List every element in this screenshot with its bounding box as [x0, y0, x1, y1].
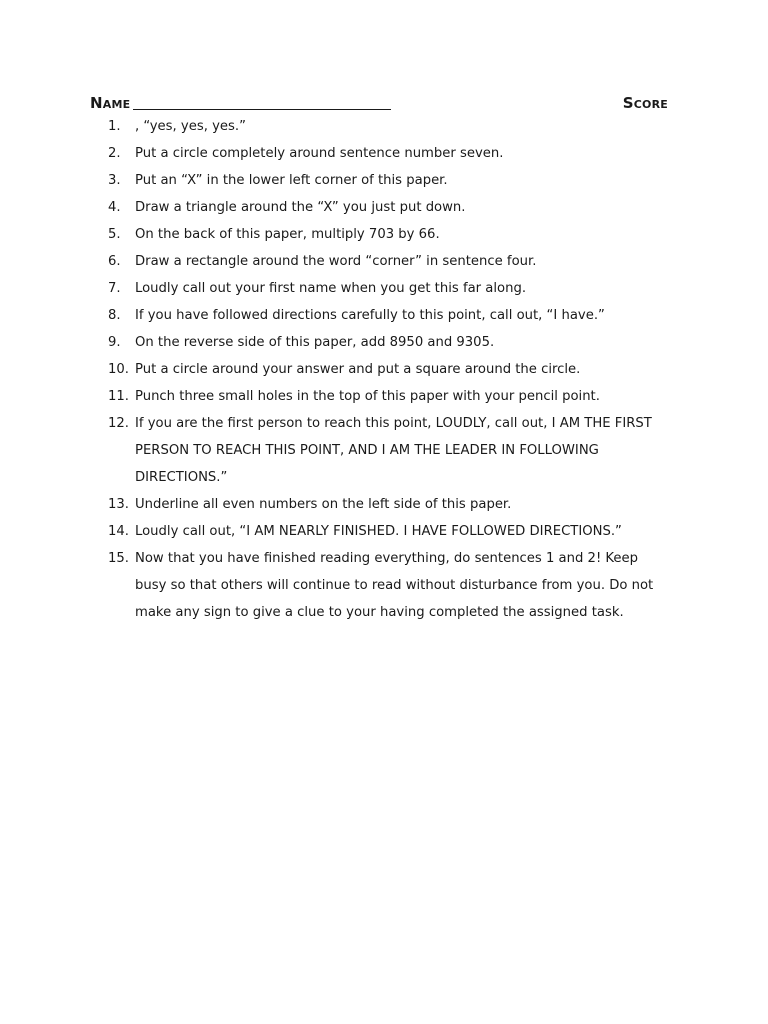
direction-text-line: , “yes, yes, yes.”	[135, 119, 246, 134]
direction-text-line: If you are the first person to reach this point, LOUDLY, call out, I AM THE FIRST	[135, 416, 652, 431]
direction-item	[108, 113, 678, 140]
direction-number: 11.	[108, 389, 129, 404]
direction-text-line: DIRECTIONS.”	[135, 470, 228, 485]
direction-number: 7.	[108, 281, 121, 296]
direction-number: 12.	[108, 416, 129, 431]
direction-text-line: busy so that others will continue to read without disturbance from you. Do not	[135, 578, 654, 593]
direction-text-line: On the reverse side of this paper, add 8950 and 9305.	[135, 335, 495, 350]
direction-item	[108, 275, 678, 302]
direction-number: 15.	[108, 551, 129, 566]
direction-item	[108, 383, 678, 410]
direction-text-line: Put an “X” in the lower left corner of this paper.	[135, 173, 448, 188]
direction-item	[108, 491, 678, 518]
direction-number: 1.	[108, 119, 121, 134]
direction-number: 9.	[108, 335, 121, 350]
direction-item	[108, 221, 678, 248]
direction-text-line: Put a circle completely around sentence number seven.	[135, 146, 504, 161]
direction-item	[108, 302, 678, 329]
direction-text-line: Now that you have finished reading everything, do sentences 1 and 2! Keep	[135, 551, 639, 566]
direction-item	[108, 518, 678, 545]
direction-text-line: Loudly call out, “I AM NEARLY FINISHED. I HAVE FOLLOWED DIRECTIONS.”	[135, 524, 622, 539]
name-label: Name	[90, 94, 131, 112]
direction-number: 13.	[108, 497, 129, 512]
direction-text-line: Punch three small holes in the top of this paper with your pencil point.	[135, 389, 600, 404]
direction-number: 2.	[108, 146, 121, 161]
name-blank-line	[133, 109, 391, 110]
direction-text-line: Put a circle around your answer and put a square around the circle.	[135, 362, 581, 377]
direction-item	[108, 167, 678, 194]
direction-item	[108, 140, 678, 167]
direction-text-line: On the back of this paper, multiply 703 by 66.	[135, 227, 440, 242]
direction-text-line: Underline all even numbers on the left side of this paper.	[135, 497, 512, 512]
direction-number: 4.	[108, 200, 121, 215]
direction-number: 8.	[108, 308, 121, 323]
direction-text-line: PERSON TO REACH THIS POINT, AND I AM THE LEADER IN FOLLOWING	[135, 443, 599, 458]
direction-item	[108, 194, 678, 221]
directions-list	[108, 113, 678, 626]
direction-item	[108, 329, 678, 356]
direction-number: 10.	[108, 362, 129, 377]
direction-item	[108, 545, 678, 626]
direction-number: 3.	[108, 173, 121, 188]
direction-text-line: Loudly call out your first name when you get this far along.	[135, 281, 527, 296]
score-label: Score	[622, 94, 668, 112]
direction-number: 14.	[108, 524, 129, 539]
direction-item	[108, 410, 678, 491]
worksheet-header	[90, 94, 670, 114]
direction-text-line: Draw a rectangle around the word “corner” in sentence four.	[135, 254, 537, 269]
direction-number: 6.	[108, 254, 121, 269]
direction-number: 5.	[108, 227, 121, 242]
direction-text-line: make any sign to give a clue to your having completed the assigned task.	[135, 605, 624, 620]
direction-item	[108, 248, 678, 275]
direction-item	[108, 356, 678, 383]
direction-text-line: If you have followed directions carefully to this point, call out, “I have.”	[135, 308, 605, 323]
direction-text-line: Draw a triangle around the “X” you just put down.	[135, 200, 466, 215]
